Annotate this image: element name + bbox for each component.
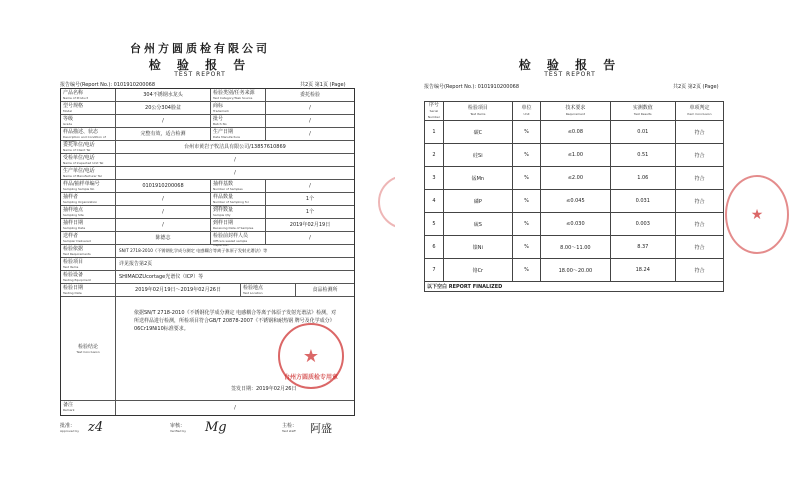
results-cell-judge: 符合 xyxy=(675,236,723,259)
results-cell-item: 镍Ni xyxy=(443,236,512,259)
results-cell-item: 铬Cr xyxy=(443,259,512,282)
results-header-cell: 序号 Serial Number xyxy=(425,102,444,121)
sample-value-2: 1个 xyxy=(305,209,315,215)
field-value: 20公分304脸盆 xyxy=(116,102,211,114)
results-cell-req: 8.00～11.00 xyxy=(541,236,610,259)
results-cell-req: ≤0.045 xyxy=(541,190,610,213)
results-cell-req: ≤0.030 xyxy=(541,213,610,236)
results-header-cell: 单位 Unit xyxy=(512,102,540,121)
results-cell-no: 5 xyxy=(425,213,444,236)
sample-value: / xyxy=(116,193,211,205)
field-row: 样品描述、状态 Description and Condition of Samples 完整有效，适合检测 生产日期 Date Manufacture / xyxy=(61,128,354,141)
field-value-2: / xyxy=(309,105,311,111)
report-title-en-2: TEST REPORT xyxy=(544,71,596,78)
sample-value-2: 2019年02月19日 xyxy=(289,222,331,228)
verified-by: 审核： Verified by xyxy=(170,423,187,433)
sample-row: 样品/抽样单编号 Sampling Sample No 0101910200068 抽样基数 Number of Samples / xyxy=(61,180,354,193)
results-header-cell: 单项判定 Item Conclusion xyxy=(675,102,723,121)
results-cell-no: 2 xyxy=(425,144,444,167)
results-cell-result: 0.003 xyxy=(610,213,675,236)
field-value-2: 委托检验 xyxy=(299,92,320,98)
client-value: 台州市黄岩子牧洁具有限公司/13857610869 xyxy=(184,144,286,150)
equipment-row: 检验设备 Testing Equipment SHIMADZUcortage光谱仪（ICP）等 xyxy=(61,271,354,284)
results-header-cell: 检验项目 Test Items xyxy=(443,102,512,121)
sample-value-2: / xyxy=(309,235,311,241)
results-cell-unit: % xyxy=(512,259,540,282)
results-row xyxy=(425,121,724,144)
results-cell-unit: % xyxy=(512,236,540,259)
report-title-en: TEST REPORT xyxy=(174,71,226,78)
items-row: 检验项目 Test Items 详见报告第2页 xyxy=(61,258,354,271)
results-row xyxy=(425,190,724,213)
sample-value: 0101910200068 xyxy=(116,180,211,192)
report-number: 报告编号(Report No.): 0101910200068 xyxy=(60,82,156,88)
results-cell-judge: 符合 xyxy=(675,144,723,167)
sample-value: / xyxy=(116,219,211,231)
remark-value: / xyxy=(234,405,236,411)
results-cell-item: 碳C xyxy=(443,121,512,144)
page-indicator: 共2页 第1页 (Page) xyxy=(300,82,346,88)
sample-row: 抽样者 Sampling Organization / 样品数量 Number of Sampling for Inspection 1个 xyxy=(61,193,354,206)
conclusion-row: 检验结论 Test Conclusion 依据SN/T 2718-2010《不锈钢化学成分测定 电感耦合等离子体原子发射光谱法》检测，对所送样品进行检测，所检项目符合GB/T 20878-2007《不锈钢和耐热钢 牌号及化学成分》06Cr19Ni10标准要求。 签发日期：2019年02月26日 xyxy=(61,297,354,401)
test-staff: 主检： Test staff xyxy=(282,423,298,433)
results-cell-no: 4 xyxy=(425,190,444,213)
page-indicator-2: 共2页 第2页 (Page) xyxy=(673,84,719,90)
results-row xyxy=(425,144,724,167)
sample-value: 陈德志 xyxy=(116,232,211,244)
results-cell-result: 0.01 xyxy=(610,121,675,144)
results-header-row xyxy=(425,102,724,121)
org-title: 台州方圆质检有限公司 xyxy=(130,42,270,55)
field-value: 完整有效，适合检测 xyxy=(116,128,211,140)
official-seal: ★ 台州方圆质检专用章 xyxy=(278,323,344,389)
results-cell-judge: 符合 xyxy=(675,121,723,144)
field-row: 等级 Grade / 批号 Batch No / xyxy=(61,115,354,128)
field-value: 304不锈钢水龙头 xyxy=(116,89,211,101)
date-row: 检验日期 Testing Date 2019年02月19日～2019年02月26日 检验地点 Test Location 食品检测所 xyxy=(61,284,354,297)
results-cell-result: 1.06 xyxy=(610,167,675,190)
results-cell-unit: % xyxy=(512,213,540,236)
sample-value-2: 1个 xyxy=(305,196,315,202)
results-cell-item: 硅Si xyxy=(443,144,512,167)
issue-date: 签发日期：2019年02月26日 xyxy=(231,386,297,392)
inspected-value: / xyxy=(234,157,236,163)
items-value: 详见报告第2页 xyxy=(119,261,153,267)
maker-row: 生产单位/电话 Name of Manufacturer Tel / xyxy=(61,167,354,180)
results-table xyxy=(424,101,724,292)
results-cell-item: 锰Mn xyxy=(443,167,512,190)
results-cell-req: 18.00～20.00 xyxy=(541,259,610,282)
field-row: 型号规格 Model 20公分304脸盆 商标 Trademark / xyxy=(61,102,354,115)
results-cell-judge: 符合 xyxy=(675,167,723,190)
report-title-2: 检 验 报 告 xyxy=(518,58,622,72)
client-row: 委托单位/电话 Name of Client Tel 台州市黄岩子牧洁具有限公司/13857610869 xyxy=(61,141,354,154)
results-row xyxy=(425,259,724,282)
results-cell-result: 18.24 xyxy=(610,259,675,282)
verified-signature: Mg xyxy=(205,420,227,435)
report-finalized-row xyxy=(425,282,724,292)
approved-by: 批准： Approved by xyxy=(60,423,80,433)
field-value: / xyxy=(116,115,211,127)
conclusion-text: 依据SN/T 2718-2010《不锈钢化学成分测定 电感耦合等离子体原子发射光谱法》检测，对所送样品进行检测，所检项目符合GB/T 20878-2007《不锈钢和耐热钢 牌号及化学成分》06Cr19Ni10标准要求。 xyxy=(134,310,337,332)
results-header-cell: 技术要求 Requirement xyxy=(541,102,610,121)
results-header-cell: 实测数值 Test Results xyxy=(610,102,675,121)
results-cell-result: 0.51 xyxy=(610,144,675,167)
results-cell-unit: % xyxy=(512,144,540,167)
results-cell-no: 1 xyxy=(425,121,444,144)
results-cell-item: 硫S xyxy=(443,213,512,236)
test-staff-signature: 阿盛 xyxy=(310,422,332,435)
sample-row: 抽样日期 Sampling Date / 到样日期 Receiving Date of Samples 2019年02月19日 xyxy=(61,219,354,232)
sample-row: 抽样地点 Sampling Site / 到样数量 Sample Qty 1个 xyxy=(61,206,354,219)
results-cell-unit: % xyxy=(512,167,540,190)
testing-date-value: 2019年02月19日～2019年02月26日 xyxy=(116,284,241,296)
results-cell-result: 8.37 xyxy=(610,236,675,259)
report-finalized-text: 以下空白 REPORT FINALIZED xyxy=(425,282,724,292)
results-cell-no: 6 xyxy=(425,236,444,259)
results-cell-req: ≤0.08 xyxy=(541,121,610,144)
results-cell-result: 0.031 xyxy=(610,190,675,213)
results-cell-no: 7 xyxy=(425,259,444,282)
results-row xyxy=(425,213,724,236)
results-cell-no: 3 xyxy=(425,167,444,190)
field-value-2: / xyxy=(309,118,311,124)
sample-value-2: / xyxy=(309,183,311,189)
basis-row: 检验依据 Test Requirements SN/T 2718-2010《不锈钢化学成分测定 电感耦合等离子体原子发射光谱法》等 xyxy=(61,245,354,258)
results-cell-item: 磷P xyxy=(443,190,512,213)
results-cell-unit: % xyxy=(512,190,540,213)
equipment-value: SHIMADZUcortage光谱仪（ICP）等 xyxy=(119,274,204,280)
sample-value: / xyxy=(116,206,211,218)
report-number-2: 报告编号(Report No.): 0101910200068 xyxy=(424,84,520,90)
field-row: 产品名称 Name of Product 304不锈钢水龙头 检验类别/任务来源 Test Category/Task Source 委托检验 xyxy=(61,89,354,102)
results-cell-req: ≤1.00 xyxy=(541,144,610,167)
results-cell-req: ≤2.00 xyxy=(541,167,610,190)
report-title: 检 验 报 告 xyxy=(148,58,252,72)
results-row xyxy=(425,167,724,190)
results-cell-judge: 符合 xyxy=(675,259,723,282)
test-location-value: 食品检测所 xyxy=(312,287,338,293)
seam-seal-right xyxy=(725,175,789,254)
results-cell-judge: 符合 xyxy=(675,213,723,236)
remark-row: 备注 Remark / xyxy=(61,401,354,415)
approved-signature: z4 xyxy=(88,420,104,435)
results-row xyxy=(425,236,724,259)
results-cell-judge: 符合 xyxy=(675,190,723,213)
field-value-2: / xyxy=(309,131,311,137)
sample-row: 送样者 Sampler Delivered 陈德志 检验前封样人员 Officers sealed sample inspection / xyxy=(61,232,354,245)
maker-value: / xyxy=(234,170,236,176)
results-cell-unit: % xyxy=(512,121,540,144)
seal-star-icon: ★ xyxy=(302,345,320,367)
basis-value: SN/T 2718-2010《不锈钢化学成分测定 电感耦合等离子体原子发射光谱法》等 xyxy=(119,248,268,253)
seam-seal-right-star-icon: ★ xyxy=(750,206,764,223)
inspected-row: 受检单位/电话 Name of Inspected Unit Tel / xyxy=(61,154,354,167)
